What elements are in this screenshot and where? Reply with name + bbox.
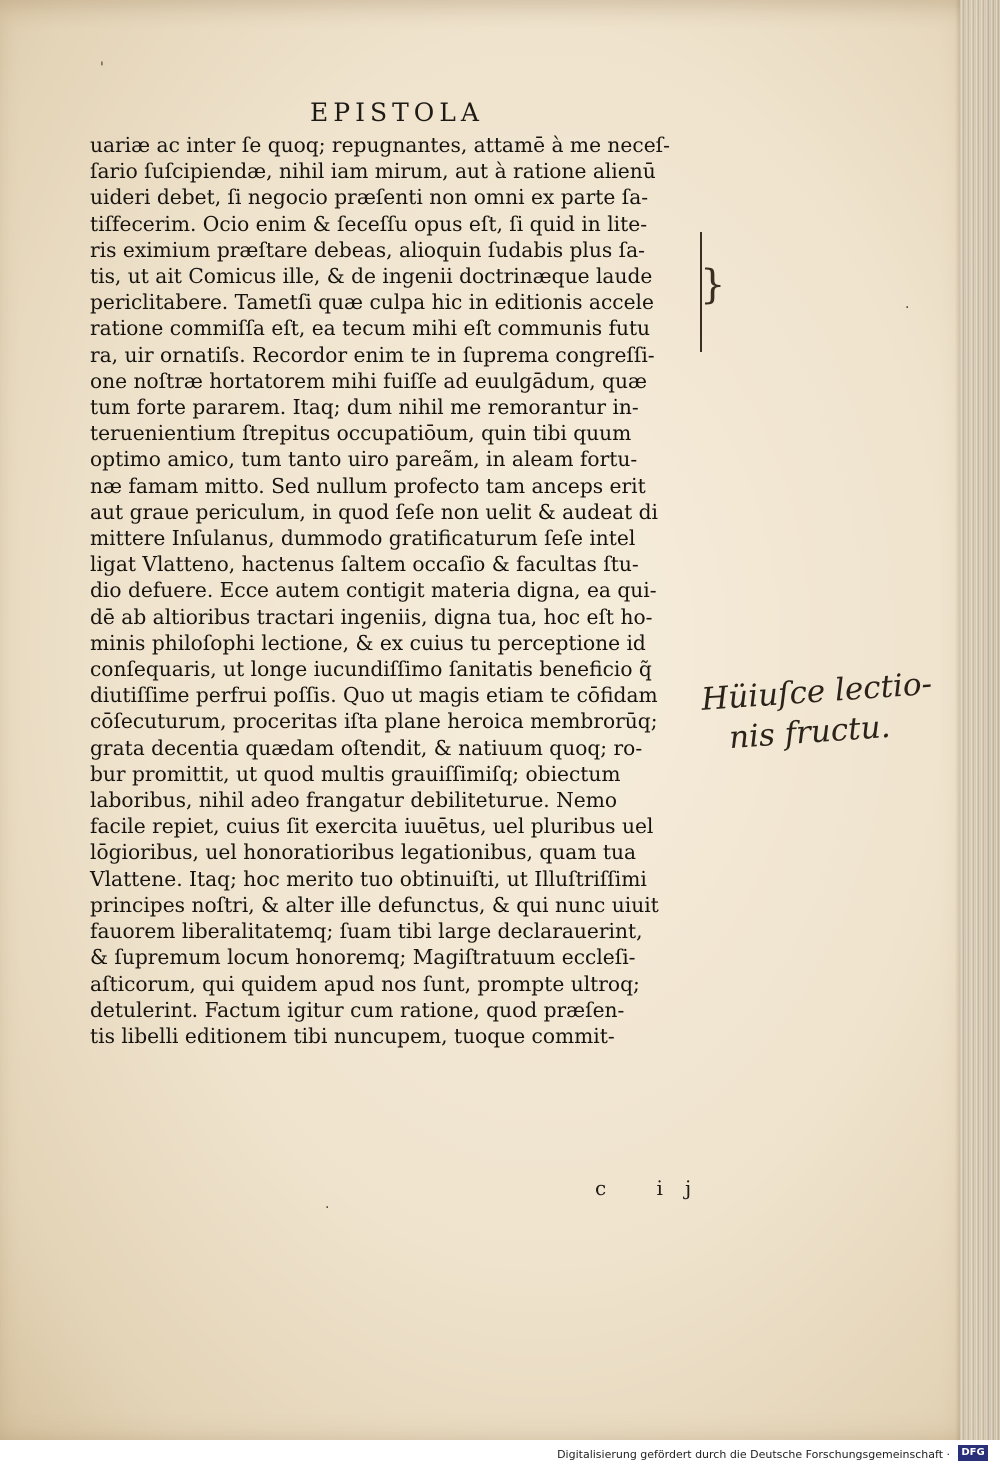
text-line: ris eximium præſtare debeas, alioquin ſudabis plus ſa- bbox=[90, 237, 645, 262]
digitization-credit: Digitalisierung gefördert durch die Deutsche Forschungsgemeinschaft · bbox=[557, 1448, 950, 1461]
text-line: ratione commiſſa eſt, ea tecum mihi eſt communis futu bbox=[90, 316, 651, 341]
corner-mark: ' bbox=[100, 60, 104, 76]
text-line: Vlattene. Itaq; hoc merito tuo obtinuiſti, ut Illuſtriſſimi bbox=[90, 866, 647, 891]
text-line: teruenientium ſtrepitus occupatiōum, quin tibi quum bbox=[90, 421, 632, 446]
text-line: tis libelli editionem tibi nuncupem, tuoque commit- bbox=[90, 1023, 615, 1048]
text-line: aut graue periculum, in quod ſeſe non uelit & audeat di bbox=[90, 499, 659, 524]
signature-mark: c ij bbox=[595, 1176, 714, 1200]
text-line: tum forte pararem. Itaq; dum nihil me remorantur in- bbox=[90, 395, 639, 420]
text-line: tis, ut ait Comicus ille, & de ingenii doctrinæque laude bbox=[90, 264, 653, 289]
text-line: diutiſſime perfrui poſſis. Quo ut magis etiam te cōfidam bbox=[90, 683, 658, 708]
text-line: tiſfecerim. Ocio enim & ſeceſſu opus eſt, ſi quid in lite- bbox=[90, 211, 648, 236]
text-line: uariæ ac inter ſe quoq; repugnantes, attamē à me neceſ- bbox=[90, 133, 670, 157]
text-line: bur promittit, ut quod multis grauiſſimiſq; obiectum bbox=[90, 761, 621, 786]
running-head: EPISTOLA bbox=[310, 98, 484, 127]
text-line: minis philoſophi lectione, & ex cuius tu perceptione id bbox=[90, 630, 646, 655]
text-line: næ famam mitto. Sed nullum profecto tam anceps erit bbox=[90, 473, 646, 498]
text-line: fauorem liberalitatemq; ſuam tibi large declarauerint, bbox=[90, 919, 643, 944]
dfg-logo: DFG bbox=[958, 1445, 988, 1461]
margin-note-line-1: Hüiuſce lectio- bbox=[700, 665, 934, 718]
text-line: ſario ſuſcipiendæ, nihil iam mirum, aut à ratione alienū bbox=[90, 159, 656, 184]
text-line: aſticorum, qui quidem apud nos ſunt, prompte ultroq; bbox=[90, 971, 640, 996]
text-line: mittere Inſulanus, dummodo gratificaturum ſeſe intel bbox=[90, 526, 636, 551]
text-line: & ſupremum locum honoremq; Magiſtratuum eccleſi- bbox=[90, 945, 636, 970]
text-line: lōgioribus, uel honoratioribus legationibus, quam tua bbox=[90, 840, 637, 865]
text-line: detulerint. Factum igitur cum ratione, quod præſen- bbox=[90, 997, 625, 1022]
text-line: grata decentia quædam oſtendit, & natiuum quoq; ro- bbox=[90, 735, 643, 760]
page-edges bbox=[960, 0, 1000, 1440]
text-line: dio defuere. Ecce autem contigit materia digna, ea qui- bbox=[90, 578, 657, 603]
text-line: periclitabere. Tametſi quæ culpa hic in editionis accele bbox=[90, 290, 654, 315]
margin-dot: · bbox=[905, 300, 910, 316]
text-line: ra, uir ornatiſs. Recordor enim te in ſuprema congreſſi- bbox=[90, 342, 655, 367]
text-line: conſequaris, ut longe iucundiſſimo ſanitatis beneficio q̃ bbox=[90, 657, 652, 682]
text-line: optimo amico, tum tanto uiro pareãm, in aleam fortu- bbox=[90, 447, 638, 472]
page-dot: · bbox=[325, 1200, 330, 1216]
text-line: principes noſtri, & alter ille defunctus, & qui nunc uiuit bbox=[90, 892, 659, 917]
text-line: ligat Vlatteno, hactenus ſaltem occaſio & facultas ſtu- bbox=[90, 552, 639, 577]
margin-brace: } bbox=[700, 262, 726, 308]
body-text bbox=[90, 132, 710, 1049]
text-line: uideri debet, ſi negocio præſenti non omni ex parte ſa- bbox=[90, 185, 649, 210]
text-line: one noſtræ hortatorem mihi fuiſſe ad euulgādum, quæ bbox=[90, 368, 647, 393]
text-line: cōſecuturum, proceritas iſta plane heroica membrorūq; bbox=[90, 709, 658, 734]
margin-note-line-2: nis fructu. bbox=[727, 708, 892, 757]
text-line: dē ab altioribus tractari ingeniis, digna tua, hoc eſt ho- bbox=[90, 604, 653, 629]
text-line: laboribus, nihil adeo frangatur debiliteturue. Nemo bbox=[90, 788, 618, 813]
text-line: facile repiet, cuius ſit exercita iuuētus, uel pluribus uel bbox=[90, 814, 654, 839]
